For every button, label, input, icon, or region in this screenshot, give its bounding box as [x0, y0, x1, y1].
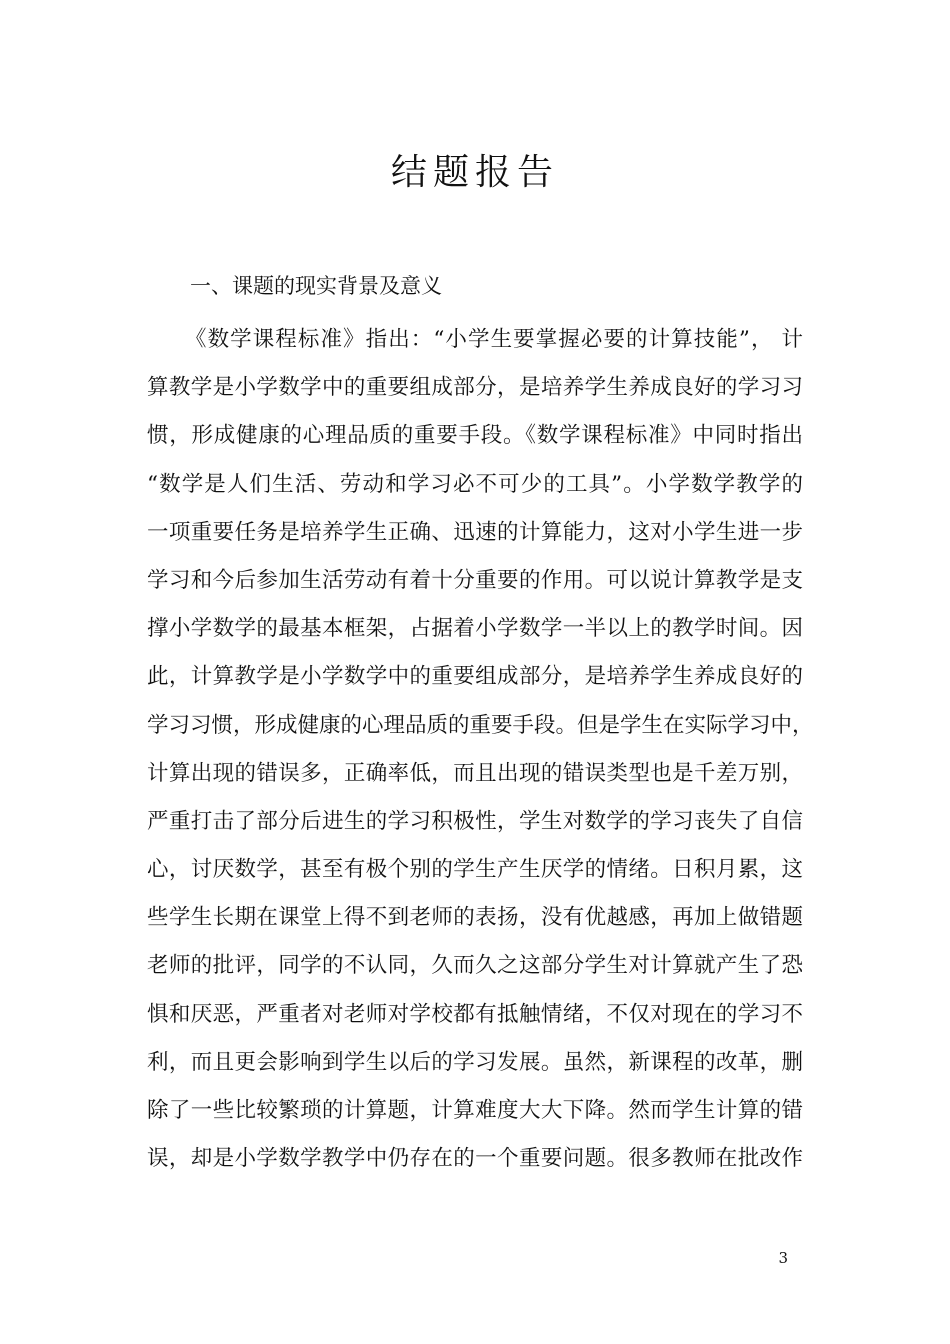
paragraph-line: 心，讨厌数学，甚至有极个别的学生产生厌学的情绪。日积月累，这: [147, 857, 803, 883]
page-title: 结题报告: [390, 152, 559, 193]
section-heading: 一、课题的现实背景及意义: [190, 274, 442, 298]
paragraph-line: 《数学课程标准》指出：“小学生要掌握必要的计算技能”， 计: [185, 327, 803, 352]
paragraph-line: 利，而且更会影响到学生以后的学习发展。虽然，新课程的改革，删: [147, 1049, 803, 1075]
paragraph-line: 惯，形成健康的心理品质的重要手段。《数学课程标准》中同时指出: [147, 423, 803, 449]
paragraph-line: 除了一些比较繁琐的计算题，计算难度大大下降。然而学生计算的错: [147, 1098, 803, 1123]
paragraph-line: 学习习惯，形成健康的心理品质的重要手段。但是学生在实际学习中，: [147, 712, 814, 738]
paragraph-line: 严重打击了部分后进生的学习积极性，学生对数学的学习丧失了自信: [147, 808, 803, 834]
body-paragraph: [147, 316, 814, 1183]
paragraph-line: 算教学是小学数学中的重要组成部分，是培养学生养成良好的学习习: [147, 375, 803, 401]
paragraph-line: 些学生长期在课堂上得不到老师的表扬，没有优越感，再加上做错题: [147, 905, 803, 931]
paragraph-line: 一项重要任务是培养学生正确、迅速的计算能力，这对小学生进一步: [147, 519, 803, 545]
paragraph-line: 惧和厌恶，严重者对老师对学校都有抵触情绪，不仅对现在的学习不: [147, 1001, 803, 1027]
paragraph-line: “数学是人们生活、劳动和学习必不可少的工具”。小学数学教学的: [147, 471, 803, 497]
paragraph-line: 此，计算教学是小学数学中的重要组成部分，是培养学生养成良好的: [147, 664, 803, 690]
paragraph-line: 计算出现的错误多，正确率低，而且出现的错误类型也是千差万别，: [147, 760, 803, 786]
paragraph-line: 撑小学数学的最基本框架，占据着小学数学一半以上的教学时间。因: [147, 616, 803, 642]
paragraph-line: 老师的批评，同学的不认同，久而久之这部分学生对计算就产生了恐: [147, 953, 803, 979]
paragraph-line: 学习和今后参加生活劳动有着十分重要的作用。可以说计算教学是支: [147, 567, 803, 593]
page-number: 3: [778, 1249, 788, 1267]
paragraph-line: 误，却是小学数学教学中仍存在的一个重要问题。很多教师在批改作: [147, 1146, 803, 1172]
